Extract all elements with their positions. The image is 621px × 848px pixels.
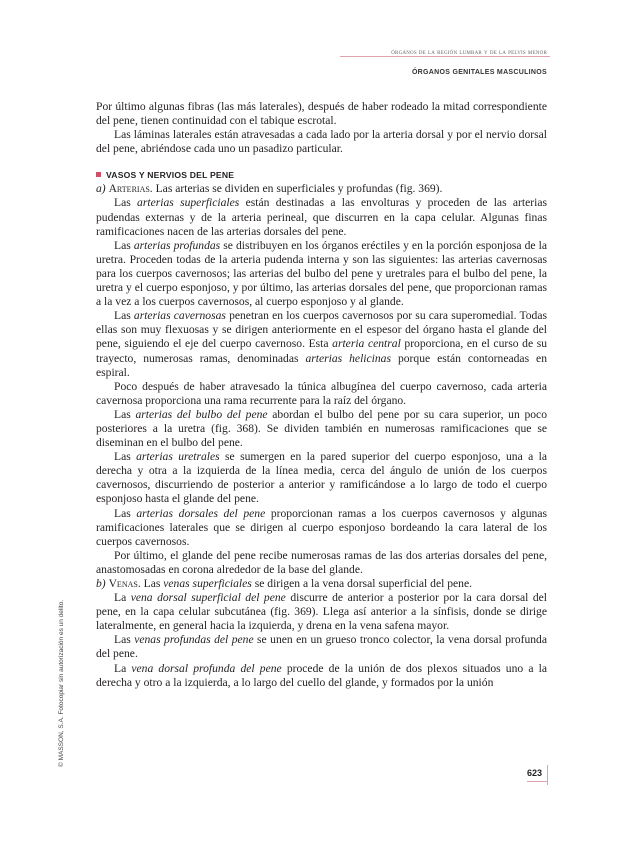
term: arterias helicinas (305, 351, 391, 365)
term: arterias superficiales (137, 196, 240, 210)
text-fragment: Las (114, 633, 135, 647)
term: arterias uretrales (136, 450, 220, 464)
text-fragment: están destinadas a las envolturas y proceden de las arterias pudendas externas y de la arteria perineal, que discurren en la capa celular. Algunas finas ramificaciones nacen de las arterias dorsales del pene. (96, 196, 548, 238)
bullet-square-icon (96, 172, 101, 177)
section-heading (96, 169, 547, 182)
section-heading-text: VASOS Y NERVIOS DEL PENE (106, 170, 235, 181)
paragraph: Las láminas laterales están atravesadas a cada lado por la arteria dorsal y por el nervio dorsal del pene, abriéndose cada uno un pasadizo particular. (96, 128, 547, 156)
paragraph-dorsales (96, 507, 547, 549)
text-fragment: Las (114, 407, 136, 421)
running-title: órganos de la región lumbar y de la pelvis menor (391, 47, 547, 56)
term: arterias profundas (133, 238, 221, 252)
paragraph-venas (96, 577, 547, 591)
paragraph-cavernosas (96, 309, 547, 379)
text-fragment: se dirigen a la vena dorsal superficial del pene. (251, 577, 473, 590)
text-fragment: penetran en los cuerpos cavernosos por su cara superomedial. Todas ellas son muy flexuosas y se dirigen anteriormente en el espesor del órgano hasta el glande del pene, siguiendo el eje del cuerpo cavernoso. Esta (96, 309, 548, 351)
paragraph-arterias (96, 182, 547, 196)
text-fragment: procede de la unión de dos plexos situados uno a la derecha y otro a la izquierda, a lo largo del cuello del glande, y formados por la unión (96, 661, 548, 689)
paragraph-text: . Las arterias se dividen en superficiales y profundas (fig. 369). (149, 182, 443, 196)
term: arterias cavernosas (133, 309, 226, 323)
text-fragment: Las (114, 196, 138, 210)
paragraph: Por último algunas fibras (las más laterales), después de haber rodeado la mitad correspondiente del pene, tienen continuidad con el tabique escrotal. (96, 100, 547, 128)
text-fragment: Las (114, 238, 134, 252)
page-body (96, 100, 547, 690)
page-number: 623 (527, 768, 543, 778)
list-label: a) (96, 182, 109, 196)
text-fragment: Las (114, 309, 134, 323)
text-fragment: abordan el bulbo del pene por su cara superior, un poco posteriores a la uretra (fig. 368). Se dividen también en numerosas ramificaciones que se diseminan en el bulbo del pene. (96, 407, 547, 450)
subsection-title: Arterias (108, 182, 150, 196)
paragraph-superficiales (96, 196, 547, 238)
header-rule (340, 56, 550, 57)
term: venas profundas del pene (134, 633, 254, 647)
paragraph-bulbo (96, 408, 547, 450)
paragraph-recurrente: Poco después de haber atravesado la túnica albugínea del cuerpo cavernoso, cada arteria cavernosa proporciona una rama recurrente para la raíz del órgano. (96, 379, 547, 407)
text-fragment: se unen en un grueso tronco colector, la vena dorsal profunda del pene. (96, 633, 547, 661)
text-fragment: . Las (137, 577, 164, 590)
text-fragment: discurre de anterior a posterior por la cara dorsal del pene, en la capa celular subcutánea (fig. 369). Llega así anterior a la sínfisis, donde se dirige lateralmente, en general hacia la izquierda, y drena en la vena safena mayor. (96, 591, 547, 633)
running-subtitle: ÓRGANOS GENITALES MASCULINOS (411, 69, 547, 76)
term: vena dorsal superficial del pene (130, 591, 286, 605)
term: arterias del bulbo del pene (135, 407, 268, 421)
paragraph-vena-profunda (96, 662, 547, 690)
paragraph-vena-superficial (96, 591, 547, 633)
paragraph-profundas (96, 239, 547, 309)
paragraph-uretrales (96, 450, 547, 506)
text-fragment: Las (114, 506, 137, 520)
term: arteria central (332, 337, 401, 351)
text-fragment: proporciona, en el curso de su trayecto, numerosas ramas, denominadas (96, 337, 548, 365)
page-number-rule (527, 781, 548, 782)
subsection-title: Venas (108, 577, 138, 590)
paragraph-glande: Por último, el glande del pene recibe numerosas ramas de las dos arterias dorsales del pene, anastomosadas en corona alrededor de la base del glande. (96, 548, 547, 576)
text-fragment: La (114, 591, 131, 605)
text-fragment: porque están contorneadas en espiral. (96, 351, 547, 379)
list-label: b) (96, 577, 109, 590)
text-fragment: Las (114, 450, 137, 464)
text-fragment: La (114, 661, 132, 675)
term: vena dorsal profunda del pene (131, 661, 282, 675)
text-fragment: proporcionan ramas a los cuerpos cavernosos y algunas ramificaciones laterales que se dirigen al cuerpo esponjoso bordeando la cara lateral de los cuerpos cavernosos. (96, 506, 547, 548)
text-fragment: se distribuyen en los órganos eréctiles y en la porción esponjosa de la uretra. Proceden todas de la arteria pudenda interna y son las siguientes: las arterias cavernosas para los cuerpos cavernosos; las arterias del bulbo del pene y uretrales para el bulbo del pene, la uretra y el cuerpo esponjoso, y por último, las arterias dorsales del pene, que proporcionan ramas a la vez a los cuerpos cavernosos, al cuerpo esponjoso y al glande. (96, 238, 548, 309)
term: venas superficiales (163, 577, 252, 590)
text-fragment: se sumergen en la pared superior del cuerpo esponjoso, una a la derecha y otra a la izquierda de la línea media, cerca del ángulo de unión de los cuerpos cavernosos, discurriendo de posterior a anterior y ramificándose a lo largo de todo el cuerpo esponjoso hasta el glande del pene. (96, 450, 547, 506)
paragraph-venas-profundas (96, 633, 547, 661)
term: arterias dorsales del pene (136, 506, 266, 520)
page-number-tick (547, 765, 548, 785)
copyright-note: © MASSON, S.A. Fotocopiar sin autorización es un delito. (58, 599, 65, 767)
